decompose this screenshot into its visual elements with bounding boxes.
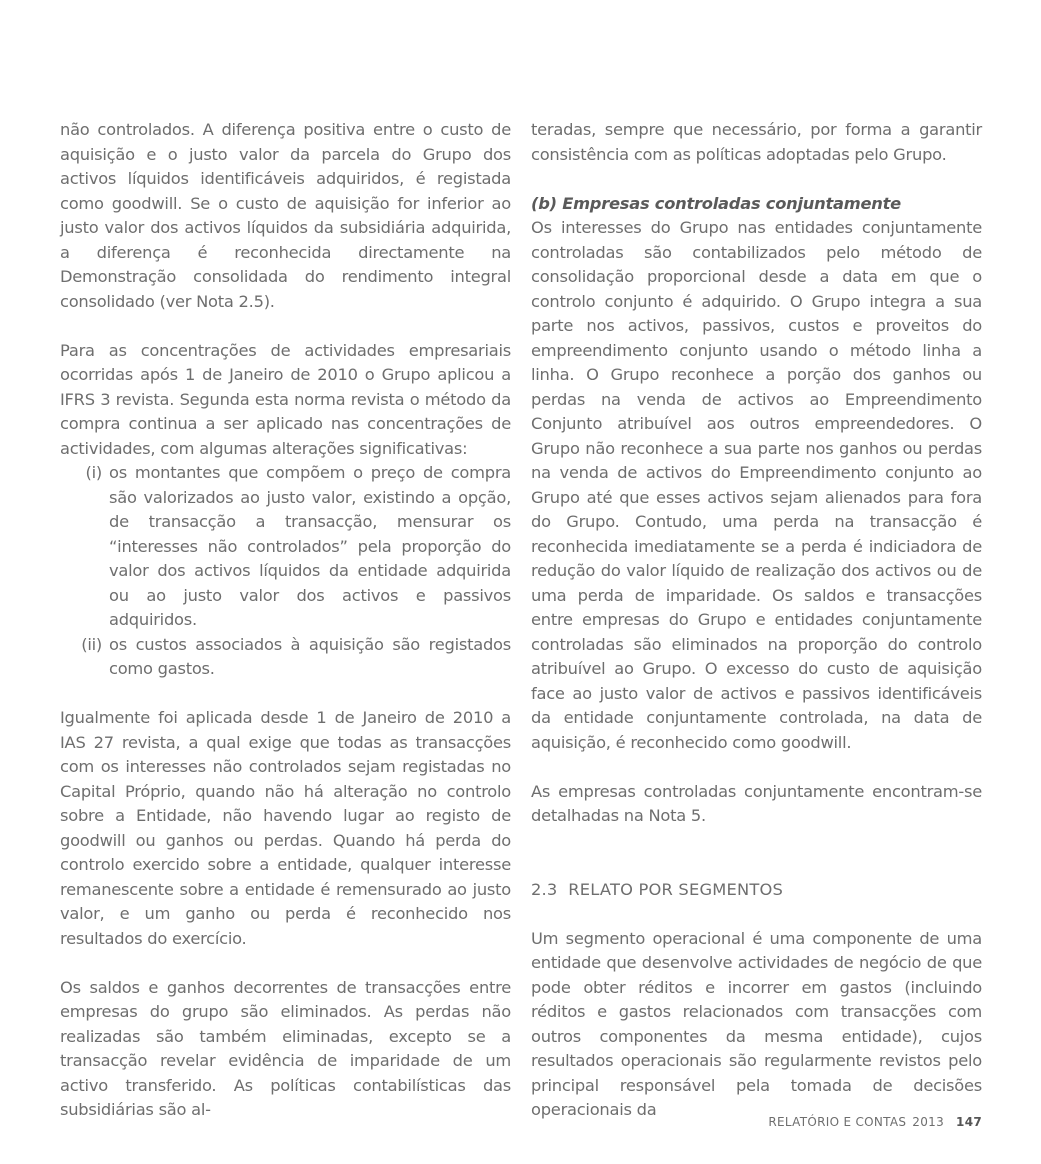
page-number: 147 [956, 1115, 982, 1129]
right-column [531, 118, 982, 1123]
paragraph: Igualmente foi aplicada desde 1 de Janeiro de 2010 a IAS 27 revista, a qual exige que todas as transacções com os interesses não controlados sejam registadas no Capital Próprio, quando não há alteração no controlo sobre a Entidade, não havendo lugar ao registo de goodwill ou ganhos ou perdas. Quando há perda do controlo exercido sobre a entidade, qualquer interesse remanescente sobre a entidade é remensurado ao justo valor, e um ganho ou perda é reconhecido nos resultados do exercício. [60, 708, 511, 948]
paragraph: Os saldos e ganhos decorrentes de transacções entre empresas do grupo são eliminados. As perdas não realizadas são também eliminadas, excepto se a transacção revelar evidência de imparidade de um activo transferido. As políticas contabilísticas das subsidiárias são al- [60, 977, 511, 1119]
footer-title: RELATÓRIO E CONTAS [768, 1115, 907, 1129]
page-footer [768, 1114, 982, 1130]
list-item [60, 461, 511, 633]
paragraph: teradas, sempre que necessário, por forma a garantir consistência com as políticas adoptadas pelo Grupo. [531, 120, 982, 164]
paragraph: As empresas controladas conjuntamente encontram-se detalhadas na Nota 5. [531, 781, 982, 825]
list-item-text: os montantes que compõem o preço de compra são valorizados ao justo valor, existindo a opção, de transacção a transacção, mensurar os “interesses não controlados” pela proporção do valor dos activos líquidos da entidade adquirida ou ao justo valor dos activos e passivos adquiridos. [109, 463, 511, 629]
paragraph: não controlados. A diferença positiva entre o custo de aquisição e o justo valor da parcela do Grupo dos activos líquidos identificáveis adquiridos, é registada como goodwill. Se o custo de aquisição for inferior ao justo valor dos activos líquidos da subsidiária adquirida, a diferença é reconhecida directamente na Demonstração consolidada do rendimento integral consolidado (ver Nota 2.5). [60, 120, 511, 311]
list-item-number: (i) [85, 463, 102, 482]
list-item [60, 633, 511, 682]
section-title: 2.3 RELATO POR SEGMENTOS [531, 879, 784, 899]
subheading: (b) Empresas controladas conjuntamente [531, 193, 901, 213]
numbered-list [60, 461, 511, 682]
paragraph: Um segmento operacional é uma componente de uma entidade que desenvolve actividades de negócio de que pode obter réditos e incorrer em gastos (incluindo réditos e gastos relacionados com transacções com outros componentes da mesma entidade), cujos resultados operacionais são regularmente revistos pelo principal responsável pela tomada de decisões operacionais da [531, 928, 982, 1119]
left-column [60, 118, 511, 1123]
list-item-text: os custos associados à aquisição são registados como gastos. [109, 634, 511, 678]
footer-year: 2013 [912, 1115, 945, 1129]
list-item-number: (ii) [81, 634, 102, 654]
paragraph: Para as concentrações de actividades empresariais ocorridas após 1 de Janeiro de 2010 o Grupo aplicou a IFRS 3 revista. Segunda esta norma revista o método da compra continua a ser aplicado nas concentrações de actividades, com algumas alterações significativas: [60, 340, 511, 458]
paragraph: Os interesses do Grupo nas entidades conjuntamente controladas são contabilizados pelo método de consolidação proporcional desde a data em que o controlo conjunto é adquirido. O Grupo integra a sua parte nos activos, passivos, custos e proveitos do empreendimento conjunto usando o método linha a linha. O Grupo reconhece a porção dos ganhos ou perdas na venda de activos ao Empreendimento Conjunto atribuível aos outros empreendedores. O Grupo não reconhece a sua parte nos ganhos ou perdas na venda de activos do Empreendimento conjunto ao Grupo até que esses activos sejam alienados para fora do Grupo. Contudo, uma perda na transacção é reconhecida imediatamente se a perda é indiciadora de redução do valor líquido de realização dos activos ou de uma perda de imparidade. Os saldos e transacções entre empresas do Grupo e entidades conjuntamente controladas são eliminados na proporção do controlo atribuível ao Grupo. O excesso do custo de aquisição face ao justo valor de activos e passivos identificáveis da entidade conjuntamente controlada, na data de aquisição, é reconhecido como goodwill. [531, 218, 982, 752]
